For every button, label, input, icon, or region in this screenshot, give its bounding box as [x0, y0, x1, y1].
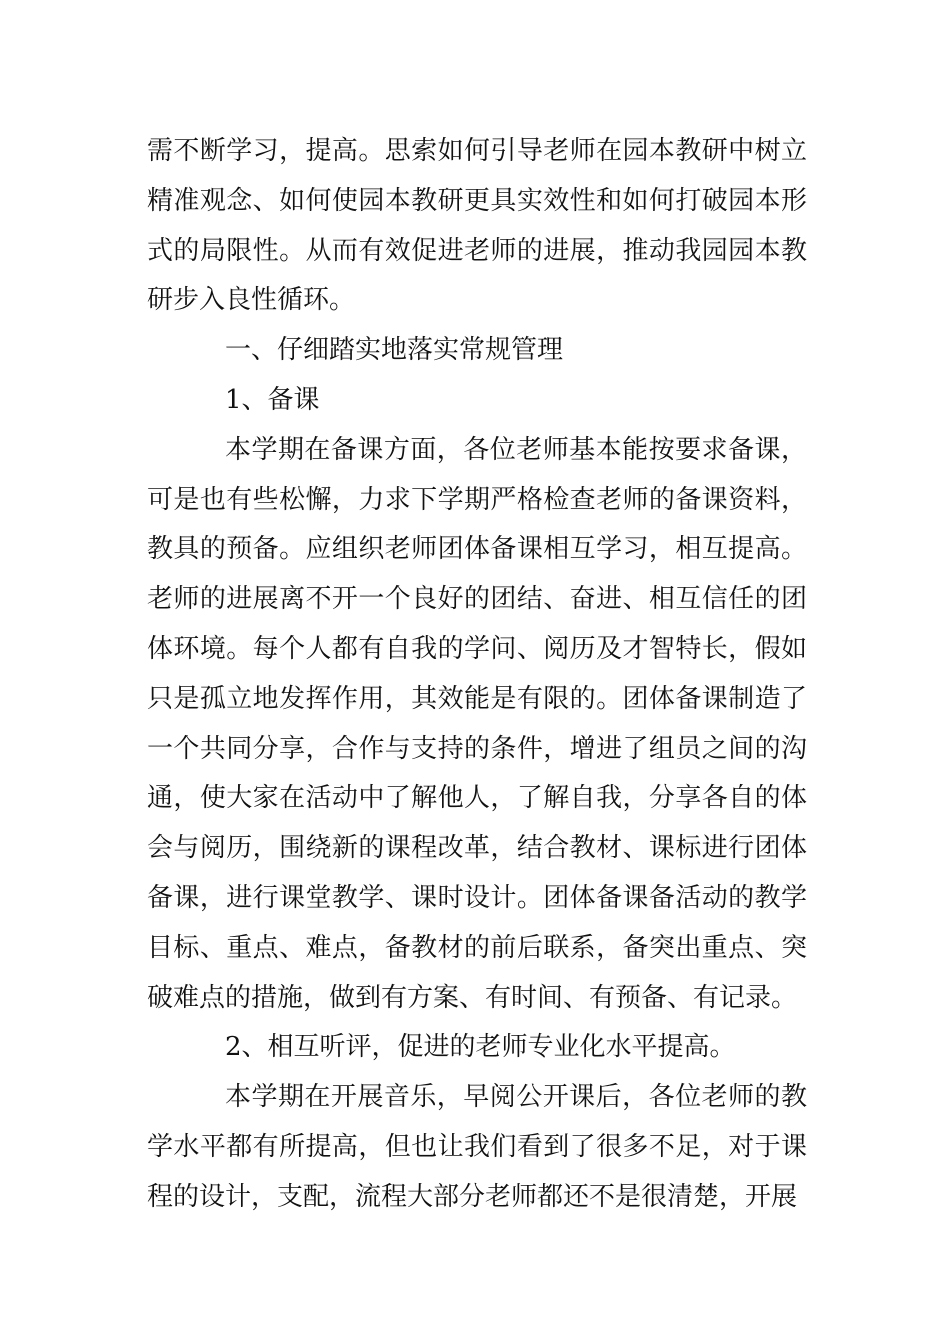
subsection-heading-lesson-prep: 1、备课: [225, 384, 320, 415]
subsection-heading-peer-review: 2、相互听评，促进的老师专业化水平提高。: [225, 1032, 736, 1063]
document-body: [147, 127, 807, 1223]
paragraph-peer-review: 本学期在开展音乐，早阅公开课后，各位老师的教学水平都有所提高，但也让我们看到了很多不足，对于课程的设计，支配，流程大部分老师都还不是很清楚，开展: [147, 1082, 807, 1212]
section-heading-routine-management: 一、仔细踏实地落实常规管理: [225, 335, 564, 366]
paragraph-lesson-prep: 本学期在备课方面，各位老师基本能按要求备课，可是也有些松懈，力求下学期严格检查老师的备课资料，教具的预备。应组织老师团体备课相互学习，相互提高。老师的进展离不开一个良好的团结、奋进、相互信任的团体环境。每个人都有自我的学问、阅历及才智特长，假如只是孤立地发挥作用，其效能是有限的。团体备课制造了一个共同分享，合作与支持的条件，增进了组员之间的沟通，使大家在活动中了解他人，了解自我，分享各自的体会与阅历，围绕新的课程改革，结合教材、课标进行团体备课，进行课堂教学、课时设计。团体备课备活动的教学目标、重点、难点，备教材的前后联系，备突出重点、突破难点的措施，做到有方案、有时间、有预备、有记录。: [147, 434, 807, 1013]
paragraph-continuation: 需不断学习，提高。思索如何引导老师在园本教研中树立精准观念、如何使园本教研更具实效性和如何打破园本形式的局限性。从而有效促进老师的进展，推动我园园本教研步入良性循环。: [147, 136, 807, 316]
